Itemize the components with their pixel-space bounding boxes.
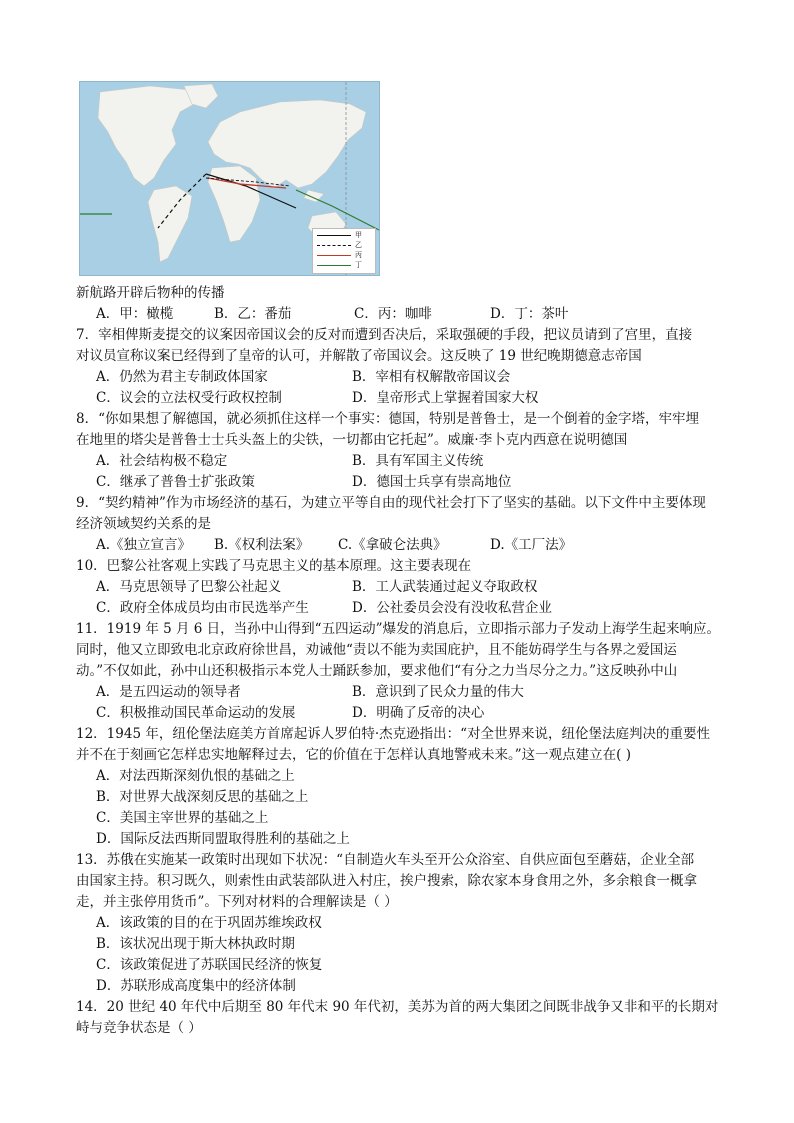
legend-row-jia xyxy=(317,231,373,241)
q9-stem-line-1: 9．“契约精神”作为市场经济的基石，为建立平等自由的现代社会打下了坚实的基础。以下文件中主要体现 xyxy=(76,495,706,511)
q12-option-c: C．美国主宰世界的基础之上 xyxy=(96,810,269,826)
legend-line-yi xyxy=(317,245,351,246)
q7-option-b: B．宰相有权解散帝国议会 xyxy=(352,369,511,385)
q8-stem-line-2: 在地里的塔尖是普鲁士士兵头盔上的尖铁，一切都由它托起”。威廉·李卜克内西意在说明德国 xyxy=(76,432,628,448)
q12-option-d: D．国际反法西斯同盟取得胜利的基础之上 xyxy=(96,831,350,847)
q11-option-c: C．积极推动国民革命运动的发展 xyxy=(96,705,296,721)
q13-option-c: C．该政策促进了苏联国民经济的恢复 xyxy=(96,957,323,973)
q8-stem-line-1: 8．“你如果想了解德国，就必须抓住这样一个事实：德国，特别是普鲁士，是一个倒着的金字塔，牢牢埋 xyxy=(76,411,699,427)
legend-label-yi: 乙 xyxy=(355,241,362,249)
q13-option-a: A．该政策的目的在于巩固苏维埃政权 xyxy=(96,915,322,931)
q14-stem-line-2: 峙与竞争状态是（ ） xyxy=(76,1020,202,1036)
q9-stem-line-2: 经济领域契约关系的是 xyxy=(76,516,211,532)
q9-option-b: B.《权利法案》 xyxy=(214,537,310,553)
q9-option-d: D.《工厂法》 xyxy=(490,537,573,553)
figure-caption: 新航路开辟后物种的传播 xyxy=(76,285,225,301)
q10-option-d: D．公社委员会没有没收私营企业 xyxy=(352,600,552,616)
q8-option-c: C．继承了普鲁士扩张政策 xyxy=(96,474,255,490)
q13-stem-line-3: 走，并主张停用货币”。下列对材料的合理解读是（ ） xyxy=(76,894,398,910)
q9-option-c: C.《拿破仑法典》 xyxy=(338,537,447,553)
legend-line-jia xyxy=(317,235,351,236)
legend-row-yi xyxy=(317,241,373,251)
q10-stem-line-1: 10．巴黎公社客观上实践了马克思主义的基本原理。这主要表现在 xyxy=(76,558,472,574)
q6-option-d: D．丁：茶叶 xyxy=(490,306,569,322)
q13-option-b: B．该状况出现于斯大林执政时期 xyxy=(96,936,295,952)
islands-shape xyxy=(304,190,324,202)
legend-label-ding: 丁 xyxy=(355,261,362,269)
q9-option-a: A.《独立宣言》 xyxy=(96,537,192,553)
q11-stem-line-2: 同时，他又立即致电北京政府徐世昌，劝诫他“责以不能为卖国庇护，且不能妨碍学生与各界之爱国运 xyxy=(76,642,677,658)
q6-option-a: A．甲：橄榄 xyxy=(96,306,174,322)
q7-option-d: D．皇帝形式上掌握着国家大权 xyxy=(352,390,539,406)
q10-option-a: A．马克思领导了巴黎公社起义 xyxy=(96,579,282,595)
q7-stem-line-1: 7．宰相俾斯麦提交的议案因帝国议会的反对而遭到否决后，采取强硬的手段，把议员请到了宫里，直接 xyxy=(76,327,693,343)
south-america-shape xyxy=(148,186,192,262)
q10-option-b: B．工人武装通过起义夺取政权 xyxy=(352,579,538,595)
q13-stem-line-1: 13．苏俄在实施某一政策时出现如下状况：“自制造火车头至开公众浴室、自供应面包至蘑菇，企业全部 xyxy=(76,852,695,868)
legend-row-ding xyxy=(317,261,373,271)
q7-stem-line-2: 对议员宣称议案已经得到了皇帝的认可，并解散了帝国议会。这反映了 19 世纪晚期德意志帝国 xyxy=(76,348,642,364)
q11-option-d: D．明确了反帝的决心 xyxy=(352,705,485,721)
q13-option-d: D．苏联形成高度集中的经济体制 xyxy=(96,978,296,994)
q10-option-c: C．政府全体成员均由市民选举产生 xyxy=(96,600,309,616)
q14-stem-line-1: 14．20 世纪 40 年代中后期至 80 年代末 90 年代初，美苏为首的两大集团之间既非战争又非和平的长期对 xyxy=(76,999,719,1015)
map-legend xyxy=(312,228,376,274)
q6-option-b: B．乙：番茄 xyxy=(214,306,292,322)
legend-label-jia: 甲 xyxy=(355,231,362,239)
legend-label-bing: 丙 xyxy=(355,251,362,259)
north-america-shape xyxy=(98,86,198,186)
q12-option-a: A．对法西斯深刻仇恨的基础之上 xyxy=(96,768,295,784)
q11-option-a: A．是五四运动的领导者 xyxy=(96,684,241,700)
q8-option-a: A．社会结构极不稳定 xyxy=(96,453,228,469)
q7-option-a: A．仍然为君主专制政体国家 xyxy=(96,369,268,385)
legend-row-bing xyxy=(317,251,373,261)
q11-stem-line-3: 动。”不仅如此，孙中山还积极指示本党人士踊跃参加，要求他们“有分之力当尽分之力。”这反映孙中山 xyxy=(76,663,678,679)
world-map-figure xyxy=(79,81,380,276)
q13-stem-line-2: 由国家主持。积习既久，则索性由武装部队进入村庄，挨户搜索，除农家本身食用之外，多余粮食一概拿 xyxy=(76,873,697,889)
q8-option-d: D．德国士兵享有崇高地位 xyxy=(352,474,512,490)
q11-option-b: B．意识到了民众力量的伟大 xyxy=(352,684,524,700)
q6-option-c: C．丙：咖啡 xyxy=(354,306,432,322)
q11-stem-line-1: 11．1919 年 5 月 6 日，当孙中山得到“五四运动”爆发的消息后，立即指示部力子发动上海学生起来响应。 xyxy=(76,621,720,637)
q8-option-b: B．具有军国主义传统 xyxy=(352,453,484,469)
legend-line-bing xyxy=(317,255,351,256)
q12-option-b: B．对世界大战深刻反思的基础之上 xyxy=(96,789,309,805)
q7-option-c: C．议会的立法权受行政权控制 xyxy=(96,390,282,406)
q12-stem-line-1: 12．1945 年，纽伦堡法庭美方首席起诉人罗伯特·杰克逊指出：“对全世界来说，纽伦堡法庭判决的重要性 xyxy=(76,726,711,742)
q12-stem-line-2: 并不在于刻画它怎样忠实地解释过去，它的价值在于怎样认真地警戒未来。”这一观点建立在( ) xyxy=(76,747,631,763)
legend-line-ding xyxy=(317,265,351,266)
